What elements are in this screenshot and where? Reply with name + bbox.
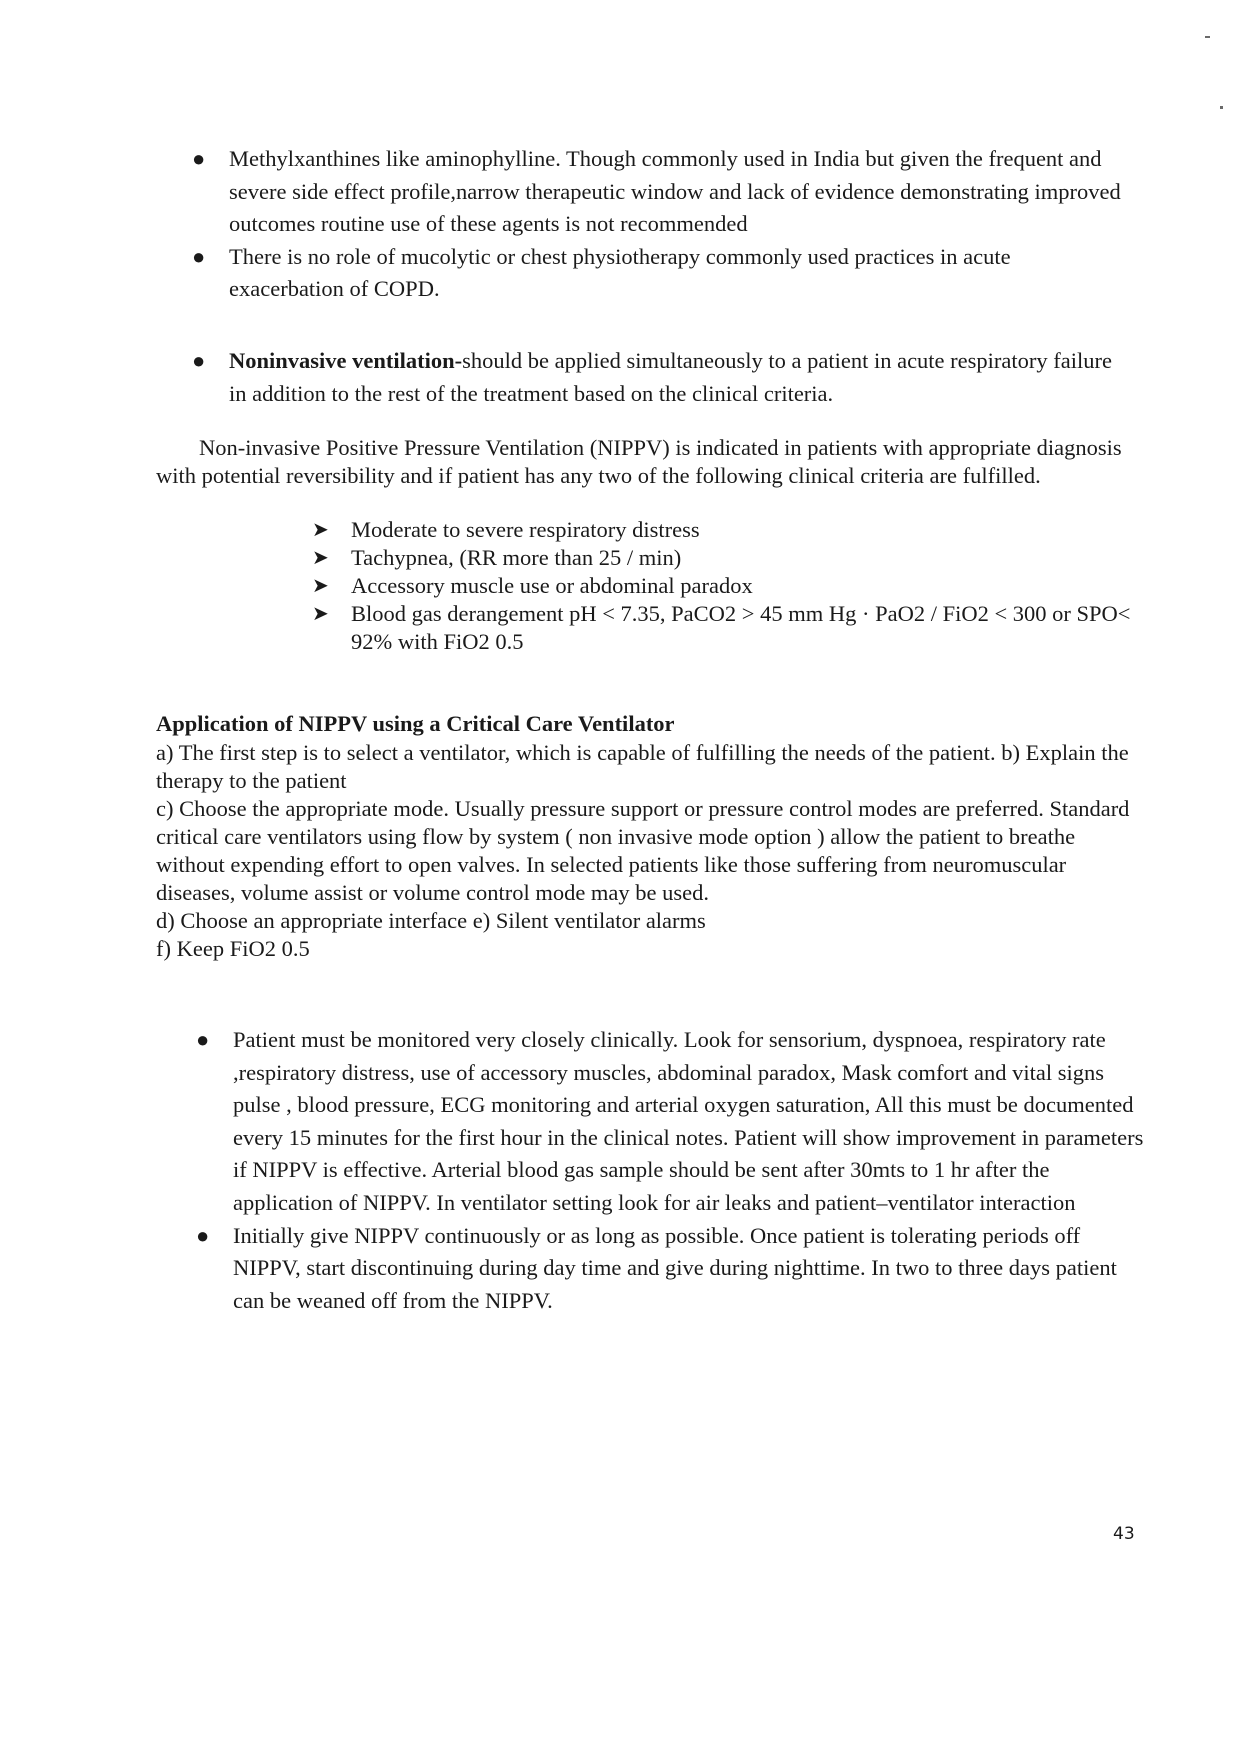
nippv-intro-paragraph: Non-invasive Positive Pressure Ventilation (NIPPV) is indicated in patients with appropriate diagnosis with potential reversibility and if patient has any two of the following clinical criteria are fulfilled.: [156, 435, 1122, 488]
bullet-text: Initially give NIPPV continuously or as long as possible. Once patient is tolerating periods off NIPPV, start discontinuing during day time and give during nighttime. In two to three days patient can be weaned off from the NIPPV.: [233, 1222, 1117, 1313]
bullet-list-top: [192, 143, 1129, 306]
list-item: [192, 345, 1129, 410]
list-item: [196, 1220, 1148, 1318]
step-paragraph: d) Choose an appropriate interface e) Silent ventilator alarms: [156, 908, 706, 933]
step-paragraph: f) Keep FiO2 0.5: [156, 936, 310, 961]
bullet-text: Patient must be monitored very closely clinically. Look for sensorium, dyspnoea, respiratory rate ,respiratory distress, use of accessory muscles, abdominal paradox, Mask comfort and vital signs pulse , blood pressure, ECG monitoring and arterial oxygen saturation, All this must be documented every 15 minutes for the first hour in the clinical notes. Patient will show improvement in parameters if NIPPV is effective. Arterial blood gas sample should be sent after 30mts to 1 hr after the application of NIPPV. In ventilator setting look for air leaks and patient–ventilator interaction: [233, 1027, 1144, 1215]
section-heading: Application of NIPPV using a Critical Care Ventilator: [156, 711, 675, 736]
step-paragraph: a) The first step is to select a ventilator, which is capable of fulfilling the needs of the patient. b) Explain the therapy to the patient: [156, 740, 1129, 793]
bullet-dot-icon: ●: [192, 243, 206, 269]
criteria-list: [312, 516, 1141, 656]
step-paragraph: c) Choose the appropriate mode. Usually pressure support or pressure control modes are preferred. Standard critical care ventilators using flow by system ( non invasive mode option ) allow the patient to breathe without expending effort to open valves. In selected patients like those suffering from neuromuscular diseases, volume assist or volume control mode may be used.: [156, 796, 1130, 905]
arrow-right-icon: ➤: [312, 519, 329, 541]
criteria-text: Accessory muscle use or abdominal paradox: [351, 573, 753, 598]
bullet-dot-icon: ●: [196, 1027, 210, 1052]
list-item: [312, 600, 1141, 656]
niv-description: should be applied simultaneously to a patient in acute respiratory failure in addition to the rest of the treatment based on the clinical criteria.: [229, 348, 1112, 406]
arrow-right-icon: ➤: [312, 547, 329, 569]
arrow-right-icon: ➤: [312, 603, 329, 625]
niv-term: Noninvasive ventilation-: [229, 348, 463, 373]
scan-speck: [1220, 106, 1223, 109]
arrow-right-icon: ➤: [312, 575, 329, 597]
bullet-dot-icon: ●: [192, 348, 206, 373]
criteria-text: Tachypnea, (RR more than 25 / min): [351, 545, 682, 570]
criteria-text: Blood gas derangement pH < 7.35, PaCO2 > 45 mm Hg · PaO2 / FiO2 < 300 or SPO< 92% with FiO2 0.5: [351, 601, 1131, 654]
bullet-list-bottom: [196, 1024, 1148, 1317]
bullet-list-niv: [192, 345, 1129, 410]
list-item: [312, 544, 1141, 572]
list-item: [196, 1024, 1148, 1220]
criteria-text: Moderate to severe respiratory distress: [351, 517, 700, 542]
bullet-dot-icon: ●: [196, 1222, 210, 1248]
list-item: [312, 516, 1141, 544]
bullet-text: There is no role of mucolytic or chest physiotherapy commonly used practices in acute exacerbation of COPD.: [229, 243, 1011, 301]
bullet-dot-icon: ●: [192, 146, 206, 171]
scan-speck: [1205, 36, 1210, 38]
application-steps: [156, 739, 1141, 963]
list-item: [192, 143, 1129, 241]
bullet-text: Methylxanthines like aminophylline. Though commonly used in India but given the frequent and severe side effect profile,narrow therapeutic window and lack of evidence demonstrating improved outcomes routine use of these agents is not recommended: [229, 146, 1121, 236]
page-number: 43: [1113, 1524, 1135, 1544]
list-item: [192, 241, 1129, 306]
list-item: [312, 572, 1141, 600]
